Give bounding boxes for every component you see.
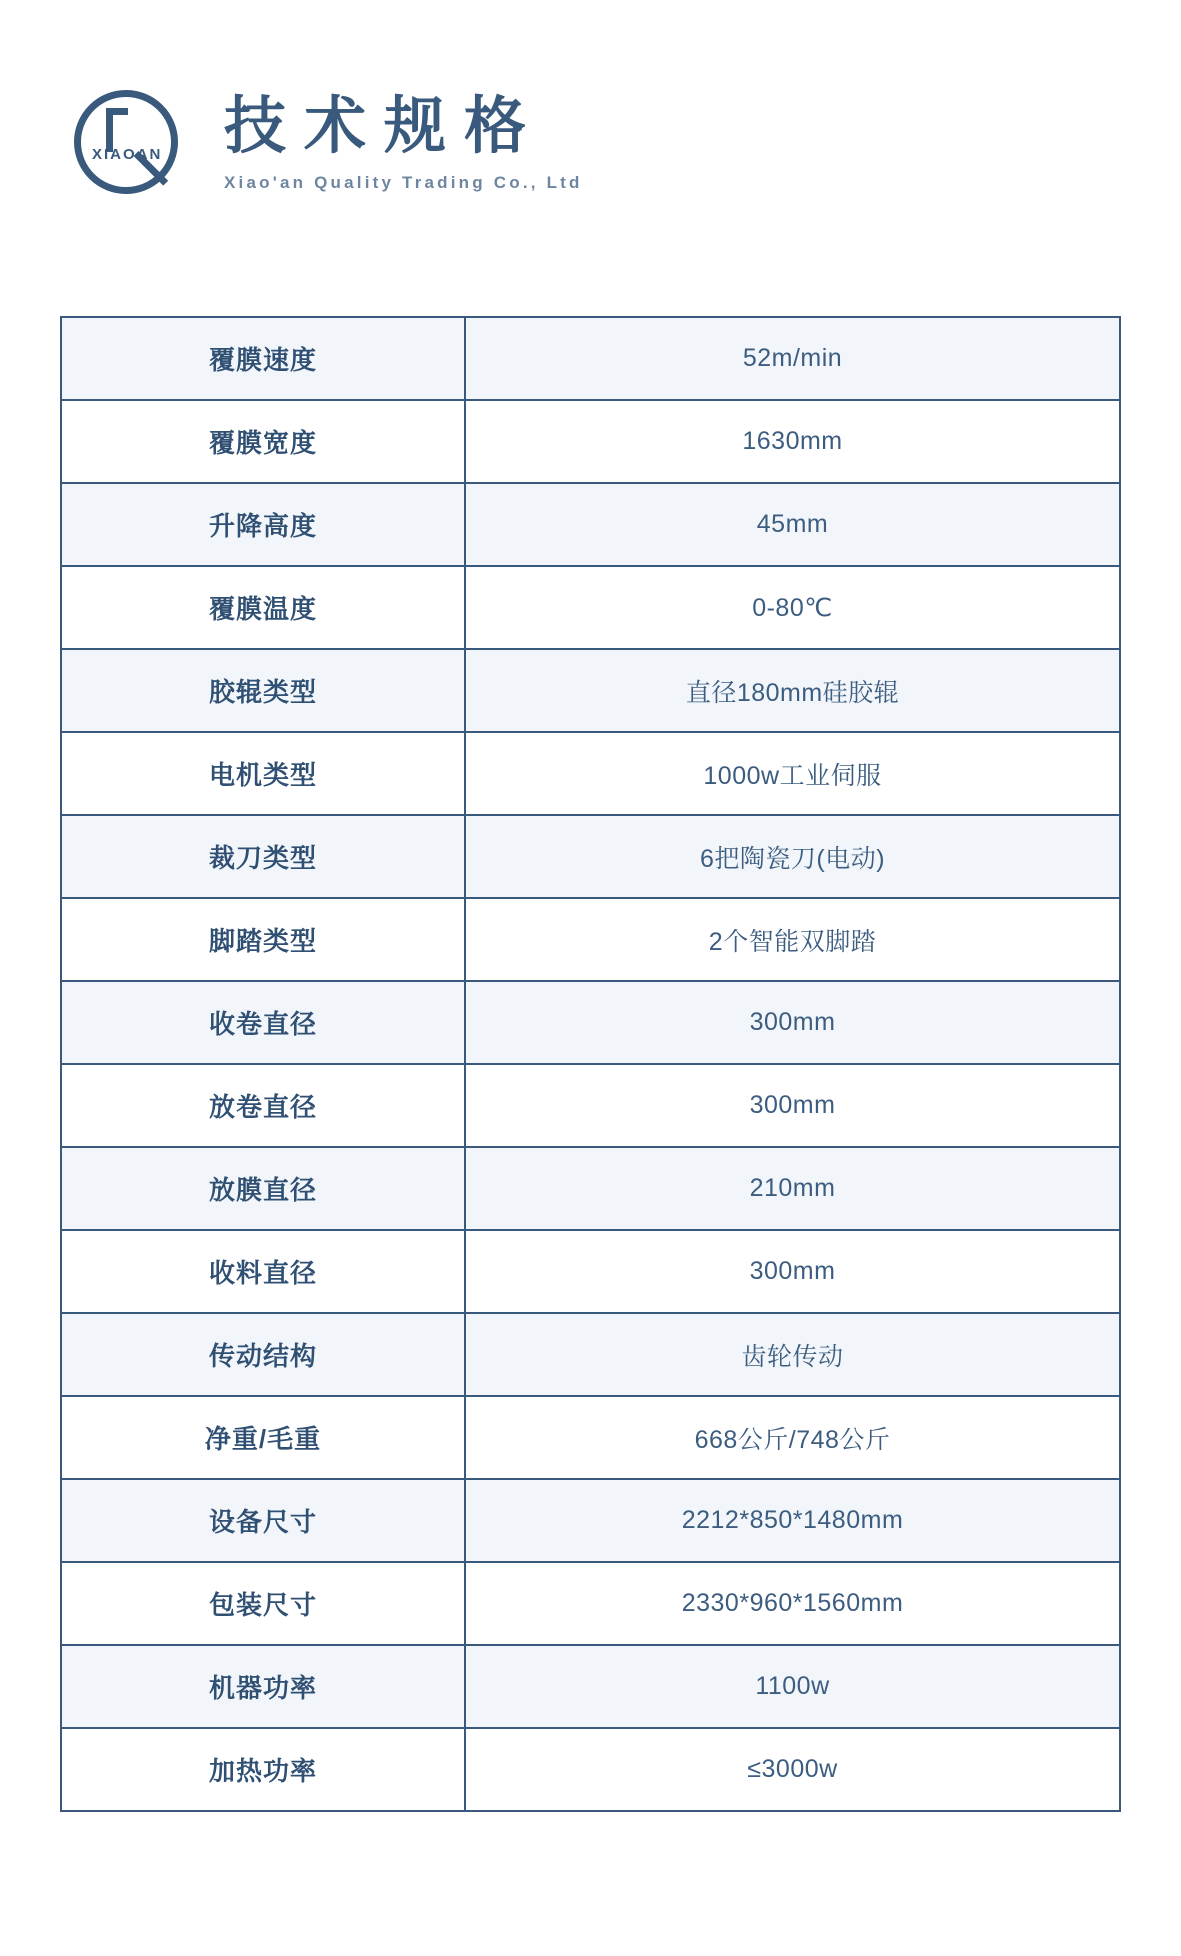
table-row	[61, 317, 1120, 400]
spec-value: 300mm	[465, 1064, 1120, 1147]
page-header	[0, 0, 1181, 208]
spec-label: 脚踏类型	[61, 898, 465, 981]
spec-value: 0-80℃	[465, 566, 1120, 649]
company-logo	[68, 88, 194, 208]
spec-value: 2212*850*1480mm	[465, 1479, 1120, 1562]
table-row	[61, 649, 1120, 732]
spec-table	[60, 316, 1121, 1812]
table-row	[61, 400, 1120, 483]
table-row	[61, 1479, 1120, 1562]
spec-label: 裁刀类型	[61, 815, 465, 898]
table-row	[61, 483, 1120, 566]
spec-value: 直径180mm硅胶辊	[465, 649, 1120, 732]
table-row	[61, 1728, 1120, 1811]
table-row	[61, 1313, 1120, 1396]
spec-label: 净重/毛重	[61, 1396, 465, 1479]
table-row	[61, 898, 1120, 981]
spec-value: ≤3000w	[465, 1728, 1120, 1811]
spec-value: 300mm	[465, 981, 1120, 1064]
spec-value: 1100w	[465, 1645, 1120, 1728]
spec-label: 收料直径	[61, 1230, 465, 1313]
spec-table-container	[60, 316, 1121, 1812]
spec-value: 1000w工业伺服	[465, 732, 1120, 815]
spec-value: 2330*960*1560mm	[465, 1562, 1120, 1645]
spec-value: 300mm	[465, 1230, 1120, 1313]
spec-value: 齿轮传动	[465, 1313, 1120, 1396]
spec-label: 覆膜宽度	[61, 400, 465, 483]
table-row	[61, 1147, 1120, 1230]
table-row	[61, 1396, 1120, 1479]
spec-table-body	[61, 317, 1120, 1811]
table-row	[61, 566, 1120, 649]
table-row	[61, 815, 1120, 898]
page-subtitle: Xiao'an Quality Trading Co., Ltd	[224, 173, 583, 193]
table-row	[61, 1645, 1120, 1728]
spec-value: 210mm	[465, 1147, 1120, 1230]
spec-label: 机器功率	[61, 1645, 465, 1728]
table-row	[61, 1064, 1120, 1147]
spec-label: 电机类型	[61, 732, 465, 815]
spec-label: 传动结构	[61, 1313, 465, 1396]
page-title: 技术规格	[224, 92, 545, 161]
spec-label: 覆膜温度	[61, 566, 465, 649]
title-block	[224, 88, 583, 193]
spec-value: 52m/min	[465, 317, 1120, 400]
spec-label: 收卷直径	[61, 981, 465, 1064]
spec-label: 包装尺寸	[61, 1562, 465, 1645]
spec-label: 加热功率	[61, 1728, 465, 1811]
spec-label: 放膜直径	[61, 1147, 465, 1230]
spec-value: 668公斤/748公斤	[465, 1396, 1120, 1479]
spec-label: 覆膜速度	[61, 317, 465, 400]
spec-label: 升降高度	[61, 483, 465, 566]
spec-value: 45mm	[465, 483, 1120, 566]
spec-value: 2个智能双脚踏	[465, 898, 1120, 981]
spec-label: 胶辊类型	[61, 649, 465, 732]
table-row	[61, 981, 1120, 1064]
table-row	[61, 1562, 1120, 1645]
spec-label: 设备尺寸	[61, 1479, 465, 1562]
spec-label: 放卷直径	[61, 1064, 465, 1147]
spec-value: 1630mm	[465, 400, 1120, 483]
logo-wordmark: XIAOAN	[92, 146, 163, 163]
spec-value: 6把陶瓷刀(电动)	[465, 815, 1120, 898]
table-row	[61, 732, 1120, 815]
table-row	[61, 1230, 1120, 1313]
